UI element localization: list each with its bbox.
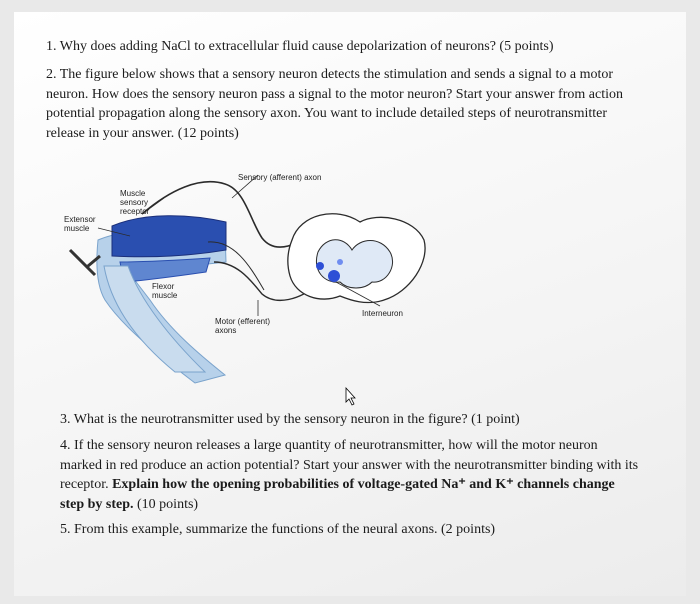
interneuron-cell bbox=[328, 270, 340, 282]
label-interneuron: Interneuron bbox=[362, 309, 403, 318]
label-flexor-2: muscle bbox=[152, 291, 178, 300]
question-3: 3. What is the neurotransmitter used by the sensory neuron in the figure? (1 point) bbox=[60, 412, 520, 427]
question-4-intro: 4. If the sensory neuron releases a large quantity of neurotransmitter, how will the motor neuron marked in red produce an action potential? Start your answer with the neurotransmitter binding with its receptor. bbox=[60, 438, 639, 492]
mouse-cursor-icon bbox=[346, 388, 355, 405]
question-4 bbox=[60, 436, 640, 514]
question-2: 2. The figure below shows that a sensory neuron detects the stimulation and sends a signal to a motor neuron. How does the sensory neuron pass a signal to the motor neuron? Start your answer from action potential propagation along the sensory axon. You want to include detailed steps of neurotransmitter release in your answer. (12 points) bbox=[46, 67, 623, 141]
label-muscle-receptor-1: Muscle bbox=[120, 189, 146, 198]
label-motor-axons-2: axons bbox=[215, 326, 237, 335]
question-4-points: (10 points) bbox=[133, 496, 199, 512]
question-4-emphasis: Explain how the opening probabilities of voltage-gated Na⁺ and K⁺ channels change step by step. bbox=[60, 477, 615, 512]
label-flexor-1: Flexor bbox=[152, 282, 175, 291]
reflex-hammer-icon bbox=[70, 250, 100, 275]
label-extensor-1: Extensor bbox=[64, 215, 96, 224]
label-extensor-2: muscle bbox=[64, 224, 90, 233]
synapse-dot bbox=[337, 259, 343, 265]
label-muscle-receptor-2: sensory bbox=[120, 198, 149, 207]
label-sensory-axon: Sensory (afferent) axon bbox=[238, 173, 322, 182]
label-muscle-receptor-3: receptor bbox=[120, 207, 150, 216]
label-motor-axons-1: Motor (efferent) bbox=[215, 317, 270, 326]
question-5: 5. From this example, summarize the functions of the neural axons. (2 points) bbox=[60, 522, 496, 537]
gray-matter bbox=[316, 240, 392, 288]
extensor-muscle bbox=[112, 216, 226, 257]
question-1: 1. Why does adding NaCl to extracellular fluid cause depolarization of neurons? (5 points) bbox=[46, 39, 554, 54]
motor-neuron-cell bbox=[316, 262, 324, 270]
